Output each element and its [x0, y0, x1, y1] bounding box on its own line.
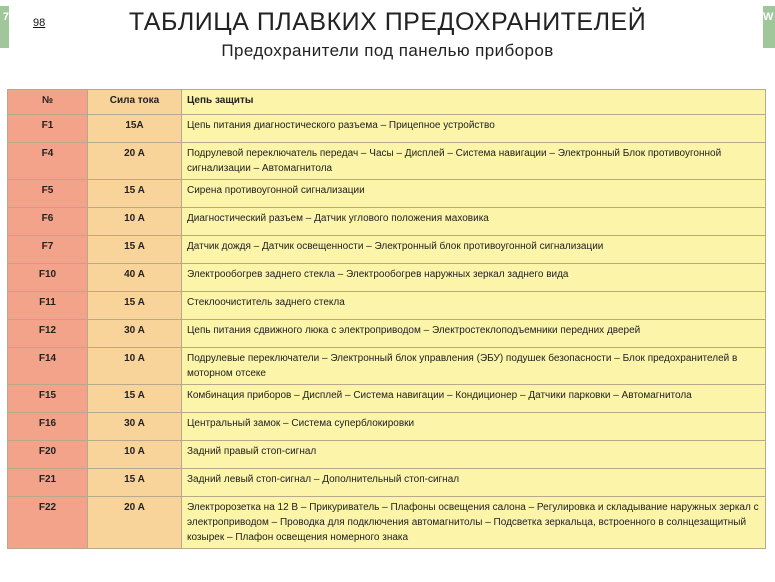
table-row: [8, 236, 766, 264]
fuse-amperage: 15 A: [88, 292, 182, 320]
fuse-number: F20: [8, 441, 88, 469]
fuse-number: F4: [8, 143, 88, 180]
fuse-number: F7: [8, 236, 88, 264]
fuse-circuit: Подрулевой переключатель передач – Часы – Дисплей – Система навигации – Электронный Блок противоугонной сигнализации – Автомагнитола: [182, 143, 766, 180]
fuse-circuit: Задний правый стоп-сигнал: [182, 441, 766, 469]
table-row: [8, 413, 766, 441]
header-number: №: [8, 90, 88, 115]
header-circuit: Цепь защиты: [182, 90, 766, 115]
fuse-number: F10: [8, 264, 88, 292]
table-row: [8, 469, 766, 497]
table-header-row: [8, 90, 766, 115]
table-row: [8, 441, 766, 469]
table-row: [8, 143, 766, 180]
fuse-circuit: Стеклоочиститель заднего стекла: [182, 292, 766, 320]
fuse-circuit: Датчик дождя – Датчик освещенности – Электронный блок противоугонной сигнализации: [182, 236, 766, 264]
fuse-number: F14: [8, 348, 88, 385]
fuse-amperage: 15 A: [88, 385, 182, 413]
fuse-circuit: Цепь питания сдвижного люка с электроприводом – Электростеклоподъемники передних дверей: [182, 320, 766, 348]
fuse-circuit: Подрулевые переключатели – Электронный блок управления (ЭБУ) подушек безопасности – Блок предохранителей в моторном отсеке: [182, 348, 766, 385]
fuse-circuit: Цепь питания диагностического разъема – Прицепное устройство: [182, 115, 766, 143]
fuse-circuit: Электрообогрев заднего стекла – Электрообогрев наружных зеркал заднего вида: [182, 264, 766, 292]
page-subtitle: Предохранители под панелью приборов: [221, 41, 554, 60]
fuse-circuit: Сирена противоугонной сигнализации: [182, 180, 766, 208]
table-row: [8, 180, 766, 208]
fuse-number: F12: [8, 320, 88, 348]
fuse-amperage: 40 A: [88, 264, 182, 292]
table-row: [8, 264, 766, 292]
fuse-amperage: 30 A: [88, 320, 182, 348]
section-tab-right: W: [763, 6, 775, 48]
page-number: 98: [33, 17, 46, 29]
page-title: ТАБЛИЦА ПЛАВКИХ ПРЕДОХРАНИТЕЛЕЙ: [128, 8, 647, 36]
table-row: [8, 208, 766, 236]
fuse-number: F1: [8, 115, 88, 143]
fuse-circuit: Комбинация приборов – Дисплей – Система навигации – Кондиционер – Датчики парковки – Автомагнитола: [182, 385, 766, 413]
table-row: [8, 320, 766, 348]
table-row: [8, 115, 766, 143]
fuse-amperage: 15 A: [88, 180, 182, 208]
fuse-table: [7, 89, 766, 549]
fuse-number: F5: [8, 180, 88, 208]
fuse-circuit: Электророзетка на 12 В – Прикуриватель – Плафоны освещения салона – Регулировка и складывание наружных зеркал с электроприводом – Проводка для подключения автомагнитолы – Подсветка зеркальца, встроенного в солнцезащитный козырек – Плафон освещения номерного знака: [182, 497, 766, 549]
fuse-amperage: 15 A: [88, 469, 182, 497]
fuse-amperage: 15A: [88, 115, 182, 143]
fuse-amperage: 15 A: [88, 236, 182, 264]
fuse-amperage: 10 A: [88, 208, 182, 236]
fuse-number: F16: [8, 413, 88, 441]
fuse-circuit: Задний левый стоп-сигнал – Дополнительный стоп-сигнал: [182, 469, 766, 497]
fuse-number: F11: [8, 292, 88, 320]
fuse-amperage: 20 A: [88, 143, 182, 180]
fuse-number: F6: [8, 208, 88, 236]
table-row: [8, 292, 766, 320]
fuse-amperage: 20 A: [88, 497, 182, 549]
table-row: [8, 385, 766, 413]
fuse-number: F21: [8, 469, 88, 497]
table-row: [8, 497, 766, 549]
header-amperage: Сила тока: [88, 90, 182, 115]
fuse-number: F22: [8, 497, 88, 549]
fuse-amperage: 30 A: [88, 413, 182, 441]
section-tab-left: 7: [0, 6, 9, 48]
fuse-circuit: Диагностический разъем – Датчик углового положения маховика: [182, 208, 766, 236]
fuse-number: F15: [8, 385, 88, 413]
fuse-circuit: Центральный замок – Система суперблокировки: [182, 413, 766, 441]
table-row: [8, 348, 766, 385]
fuse-amperage: 10 A: [88, 441, 182, 469]
fuse-amperage: 10 A: [88, 348, 182, 385]
